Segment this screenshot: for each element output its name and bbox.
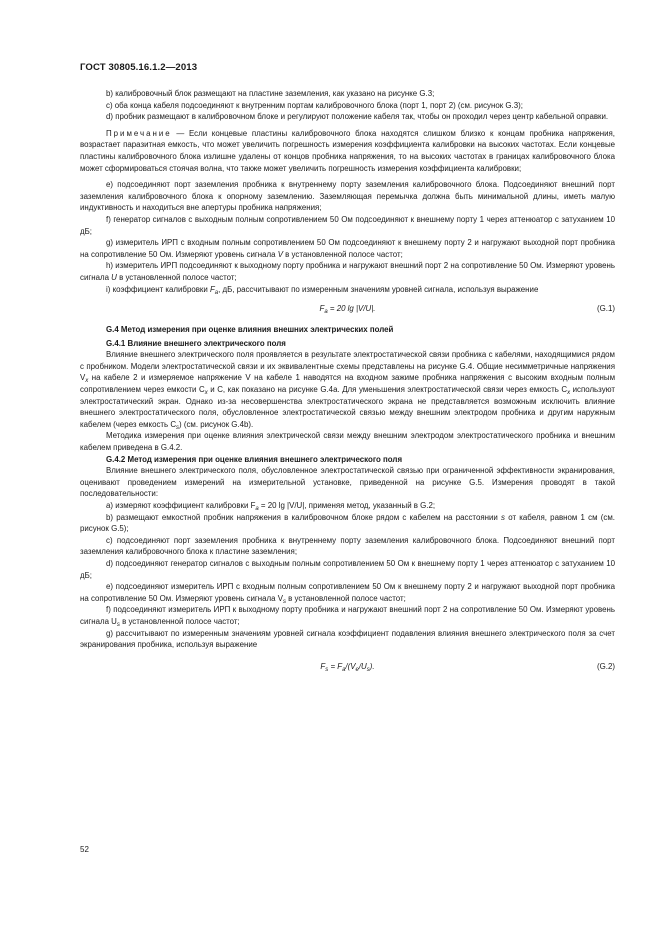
list-item: d) подсоединяют генератор сигналов с выходным полным сопротивлением 50 Ом к внешнему порту 1 через аттенюатор с затуханием 10 дБ; [80, 558, 615, 580]
subsection-heading: G.4.1 Влияние внешнего электрического поля [106, 338, 286, 348]
document-header: ГОСТ 30805.16.1.2—2013 [80, 62, 198, 73]
paragraph: Влияние внешнего электрического поля проявляется в результате электростатической связи пробника с кабелями, находящимися рядом с пробником. Модели электростатической связи и их эквивалентные схемы представлены на рисунке G.4. Общие несимметричные напряжения $V_x$ на кабеле 2 и измеряемое напряжение V на кабеле 1 наводятся на входном зажиме пробника напряжения с высоким входным полным сопротивлением через емкости $C_x$ и C, как показано на рисунке G.4a. Для уменьшения электростатической связи через емкость $C_x$ используют электростатический экран. Однако из-за несовершенства электростатического экрана не представляется возможным исключить влияние внешнего электростатического поля, обусловленное электростатической связью между внешним электродом пробника и другим наружным кабелем (через емкость $C_s$) (см. рисунок G.4b). [80, 350, 616, 431]
list-item: d) пробник размещают в калибровочном блоке и регулируют положение кабеля так, чтобы он проходил через центр кабельной оправки. [106, 112, 609, 122]
note-text: — Если концевые пластины калибровочного блока находятся слишком близко к концам пробника напряжения, возрастает паразитная емкость, что может увеличить погрешность измерения коэффициента калибровки на высоких частотах. Если концевые пластины калибровочного блока излишне удалены от концов пробника напряжения, то на высоких частотах в границах калибровочного блока может сформироваться стоячая волна, что также может увеличить погрешность измерения коэффициента калибровки; [80, 128, 615, 173]
list-item: i) коэффициент калибровки $F_a$, дБ, рассчитывают по измеренным значениям уровней сигнала, используя выражение [106, 284, 539, 296]
section-heading: G.4 Метод измерения при оценке влияния внешних электрических полей [106, 325, 394, 335]
equation-number: (G.2) [597, 661, 615, 671]
note-paragraph [80, 128, 615, 174]
list-item: a) измеряют коэффициент калибровки $F_a = 20$ lg |V/U|, применяя метод, указанный в G.2; [106, 501, 436, 512]
list-item: e) подсоединяют измеритель ИРП с входным полным сопротивлением 50 Ом к внешнему порту 2 и нагружают выходной порт пробника на сопротивление 50 Ом. Измеряют уровень сигнала $V_s$ в установленной полосе частот; [80, 582, 615, 605]
list-item: f) генератор сигналов с выходным полным сопротивлением 50 Ом подсоединяют к внешнему порту 1 через аттенюатор с затуханием 10 дБ; [80, 214, 615, 236]
equation-g1: $F_a = 20$ lg |V/U|. (G.1) [319, 304, 615, 316]
paragraph: Влияние внешнего электрического поля, обусловленное электростатической связью при ограниченной эффективности экранирования, оценивают проведением измерений на измерительной установке, приведенной на рисунке G.5. Измерения проводят в такой последовательности: [80, 466, 615, 499]
paragraph: Методика измерения при оценке влияния электрической связи между внешним электродом электростатического пробника и внешним кабелем приведена в G.4.2. [80, 431, 615, 453]
list-item: c) оба конца кабеля подсоединяют к внутренним портам калибровочного блока (порт 1, порт 2) (см. рисунок G.3); [106, 100, 523, 110]
list-item: h) измеритель ИРП подсоединяют к выходному порту пробника и нагружают внешний порт 2 на сопротивление 50 Ом. Измеряют уровень сигнала U в установленной полосе частот; [80, 261, 615, 282]
list-item: g) рассчитывают по измеренным значениям уровней сигнала коэффициент подавления влияния внешнего электрического поля за счет экранирования пробника, используя выражение [80, 628, 615, 650]
subsection-heading: G.4.2 Метод измерения при оценке влияния внешнего электрического поля [106, 454, 403, 464]
document-body [80, 88, 615, 679]
list-item: g) измеритель ИРП с входным полным сопротивлением 50 Ом подсоединяют к внешнему порту 2 и нагружают выходной порт пробника на сопротивление 50 Ом. Измеряют уровень сигнала V в установленной полосе частот; [80, 238, 615, 259]
list-item: b) калибровочный блок размещают на пластине заземления, как указано на рисунке G.3; [106, 89, 435, 98]
note-label: Примечание [106, 128, 172, 138]
list-item: f) подсоединяют измеритель ИРП к выходному порту пробника и нагружают внешний порт 2 на сопротивление 50 Ом. Измеряют уровень сигнала $U_s$ в установленной полосе частот; [80, 605, 615, 628]
equation-number: (G.1) [597, 304, 615, 314]
list-item: b) размещают емкостной пробник напряжения в калибровочном блоке рядом с кабелем на расстоянии s от кабеля, равном 1 см (см. рисунок G.5); [80, 512, 615, 534]
list-item: c) подсоединяют порт заземления пробника к внутреннему порту заземления калибровочного блока. Подсоединяют внешний порт заземления калибровочного блока к пластине заземления; [80, 535, 615, 557]
page-number: 52 [80, 845, 89, 854]
list-item: e) подсоединяют порт заземления пробника к внутреннему порту заземления калибровочного блока. Подсоединяют внешний порт заземления калибровочного блока к опорному заземлению. Заземляющая перемычка должна быть минимальной длины, иметь малую индуктивность и находиться вне апертуры пробника напряжения; [80, 180, 615, 213]
equation-g2: $F_s = F_a/(V_e/U_s)$. (G.2) [320, 661, 615, 673]
